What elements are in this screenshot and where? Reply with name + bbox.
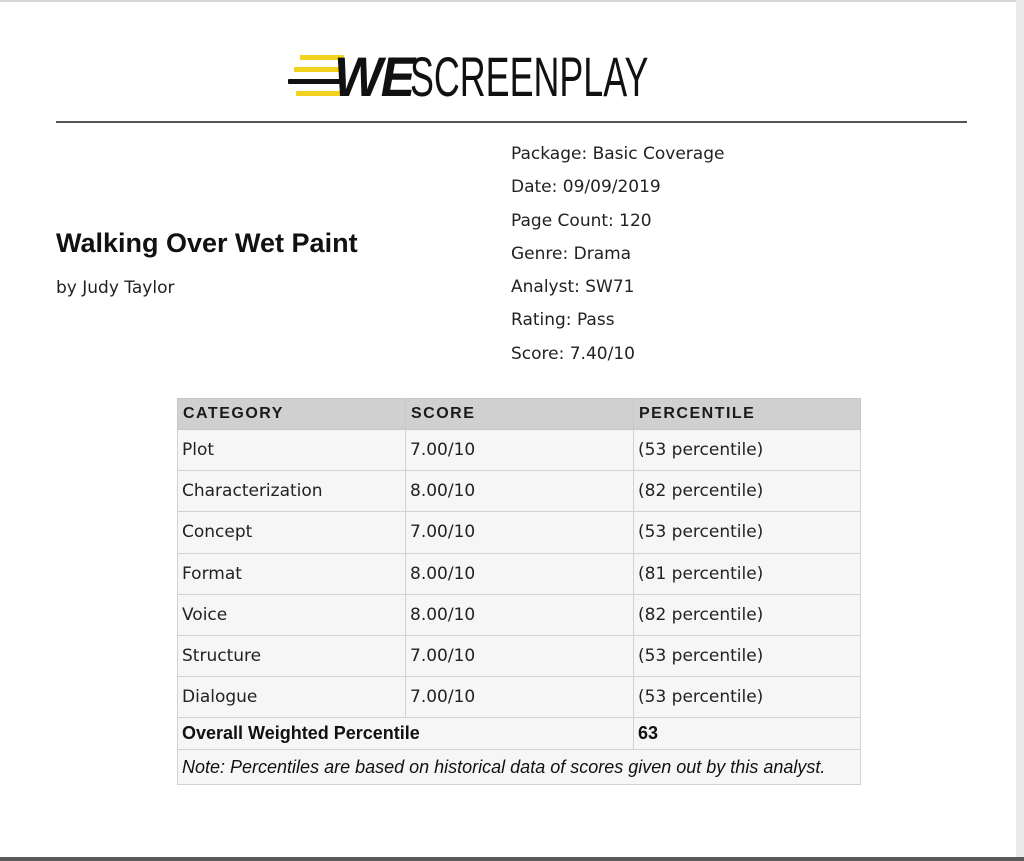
table-row	[178, 512, 861, 553]
percentile-note: Note: Percentiles are based on historical data of scores given out by this analyst.	[178, 750, 861, 785]
meta-genre: Genre: Drama	[511, 243, 632, 264]
page-top-border	[0, 0, 1024, 2]
meta-package: Package: Basic Coverage	[511, 144, 725, 164]
coverage-metadata	[511, 142, 724, 375]
table-row	[178, 471, 861, 512]
row-percentile: (82 percentile)	[634, 594, 861, 635]
row-percentile: (53 percentile)	[634, 635, 861, 676]
row-score: 7.00/10	[406, 677, 634, 718]
meta-date: Date: 09/09/2019	[511, 177, 661, 198]
row-category: Dialogue	[178, 677, 406, 718]
row-percentile: (53 percentile)	[634, 430, 861, 471]
overall-label: Overall Weighted Percentile	[178, 718, 634, 750]
meta-score: Score: 7.40/10	[511, 343, 635, 364]
overall-row	[178, 718, 861, 750]
row-percentile: (53 percentile)	[634, 677, 861, 718]
header-percentile: PERCENTILE	[634, 399, 861, 430]
wescreenplay-logo	[286, 45, 676, 108]
row-score: 7.00/10	[406, 512, 634, 553]
screenplay-author: by Judy Taylor	[56, 278, 175, 298]
row-percentile: (82 percentile)	[634, 471, 861, 512]
row-score: 7.00/10	[406, 635, 634, 676]
note-row	[178, 750, 861, 785]
row-score: 7.00/10	[406, 430, 634, 471]
row-score: 8.00/10	[406, 553, 634, 594]
table-row	[178, 553, 861, 594]
logo-we-text: WE	[334, 45, 414, 108]
header-category: CATEGORY	[178, 399, 406, 430]
meta-page-count: Page Count: 120	[511, 210, 652, 231]
page-bottom-border	[0, 857, 1024, 861]
row-category: Concept	[178, 512, 406, 553]
table-row	[178, 635, 861, 676]
screenplay-title: Walking Over Wet Paint	[56, 228, 358, 258]
meta-analyst: Analyst: SW71	[511, 277, 635, 298]
header-score: SCORE	[406, 399, 634, 430]
table-row	[178, 430, 861, 471]
row-score: 8.00/10	[406, 594, 634, 635]
row-percentile: (53 percentile)	[634, 512, 861, 553]
table-row	[178, 594, 861, 635]
row-category: Plot	[178, 430, 406, 471]
row-score: 8.00/10	[406, 471, 634, 512]
overall-value: 63	[634, 718, 861, 750]
row-category: Characterization	[178, 471, 406, 512]
row-percentile: (81 percentile)	[634, 553, 861, 594]
row-category: Format	[178, 553, 406, 594]
logo-screenplay-text: SCREENPLAY	[410, 45, 649, 108]
table-header-row	[178, 399, 861, 430]
row-category: Voice	[178, 594, 406, 635]
meta-rating: Rating: Pass	[511, 310, 615, 331]
page-right-border	[1016, 0, 1024, 861]
row-category: Structure	[178, 635, 406, 676]
header-divider	[56, 121, 967, 123]
table-row	[178, 677, 861, 718]
scores-table	[177, 398, 861, 785]
